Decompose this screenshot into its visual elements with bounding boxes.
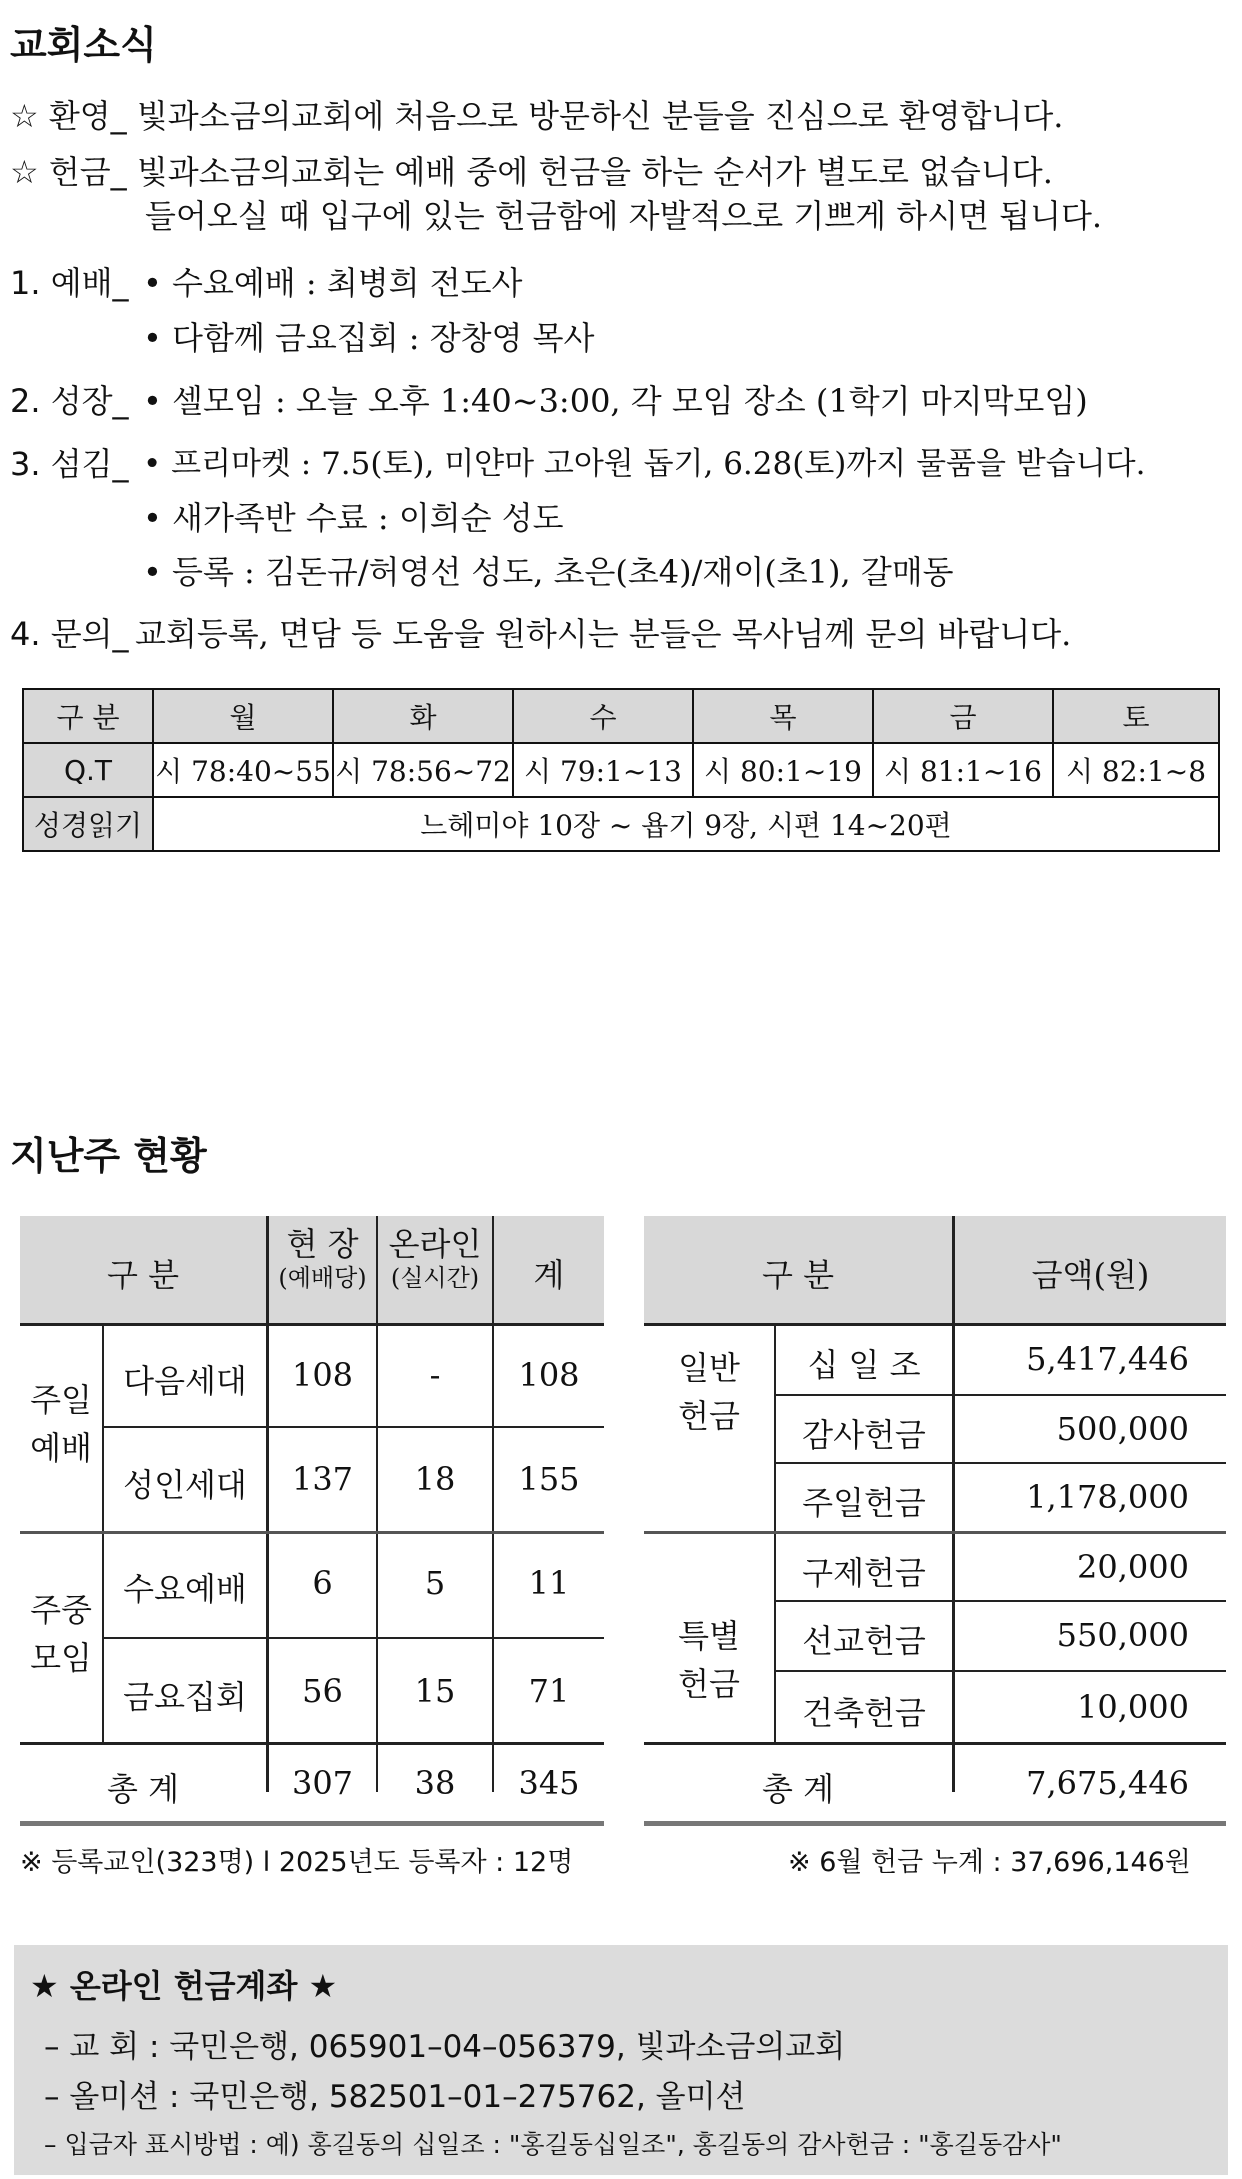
account-line-howto: – 입금자 표시방법 : 예) 홍길동의 십일조 : "홍길동십일조", 홍길동의 감사헌금 : "홍길동감사" bbox=[44, 2130, 1062, 2159]
item-3-line-3: • 등록 : 김돈규/허영선 성도, 초은(초4)/재이(초1), 갈매동 bbox=[143, 553, 954, 591]
att-h-onsite: 현 장 bbox=[286, 1225, 359, 1263]
att-row-3-name: 수요예배 bbox=[123, 1570, 247, 1608]
welcome-label: ☆ 환영_ bbox=[10, 97, 127, 135]
att-row-3-total: 11 bbox=[528, 1564, 570, 1602]
att-sum-online: 38 bbox=[414, 1764, 456, 1802]
fin-row-6-name: 건축헌금 bbox=[802, 1694, 926, 1732]
qt-mon: 시 78:40~55 bbox=[153, 743, 333, 797]
fin-row-6-amount: 10,000 bbox=[1077, 1688, 1189, 1726]
fin-h-amount: 금액(원) bbox=[1031, 1256, 1150, 1294]
news-title: 교회소식 bbox=[10, 23, 157, 67]
item-1-label: 1. 예배_ bbox=[10, 264, 129, 302]
fin-row-3-name: 주일헌금 bbox=[802, 1484, 926, 1522]
fin-group-special-b: 헌금 bbox=[678, 1665, 740, 1703]
account-line-mission: – 올미션 : 국민은행, 582501–01–275762, 올미션 bbox=[44, 2079, 746, 2115]
att-row-2-total: 155 bbox=[518, 1460, 580, 1498]
item-2-line-1: • 셀모임 : 오늘 오후 1:40~3:00, 각 모임 장소 (1학기 마지막모임) bbox=[143, 382, 1088, 420]
att-sum-onsite: 307 bbox=[291, 1764, 354, 1802]
qt-h-fri: 금 bbox=[873, 689, 1053, 743]
att-group-sunday-b: 예배 bbox=[30, 1429, 92, 1467]
fin-row-3-amount: 1,178,000 bbox=[1026, 1478, 1189, 1516]
fin-group-special-a: 특별 bbox=[678, 1617, 740, 1655]
reading-value: 느헤미야 10장 ~ 욥기 9장, 시편 14~20편 bbox=[153, 797, 1219, 851]
item-4-line-1: 교회등록, 면담 등 도움을 원하시는 분들은 목사님께 문의 바랍니다. bbox=[135, 615, 1072, 653]
att-h-online-sub: (실시간) bbox=[390, 1264, 480, 1292]
qt-h-wed: 수 bbox=[513, 689, 693, 743]
fin-row-1-name: 십 일 조 bbox=[807, 1346, 921, 1384]
att-row-4-name: 금요집회 bbox=[123, 1678, 247, 1716]
att-row-3-online: 5 bbox=[424, 1564, 446, 1602]
att-h-online: 온라인 bbox=[388, 1225, 482, 1263]
qt-wed: 시 79:1~13 bbox=[513, 743, 693, 797]
qt-sat: 시 82:1~8 bbox=[1053, 743, 1219, 797]
welcome-text: 빛과소금의교회에 처음으로 방문하신 분들을 진심으로 환영합니다. bbox=[126, 97, 1064, 135]
item-1-line-2: • 다함께 금요집회 : 장창영 목사 bbox=[143, 319, 595, 357]
att-row-2-onsite: 137 bbox=[291, 1460, 354, 1498]
item-3-line-2: • 새가족반 수료 : 이희순 성도 bbox=[143, 499, 564, 537]
fin-row-4-name: 구제헌금 bbox=[802, 1554, 926, 1592]
qt-h-sat: 토 bbox=[1053, 689, 1219, 743]
fin-row-1-amount: 5,417,446 bbox=[1026, 1340, 1189, 1378]
attendance-table bbox=[20, 1216, 604, 1828]
att-row-4-onsite: 56 bbox=[302, 1672, 343, 1710]
att-row-4-online: 15 bbox=[414, 1672, 456, 1710]
reading-row bbox=[23, 797, 1219, 851]
fin-row-2-name: 감사헌금 bbox=[802, 1416, 926, 1454]
att-sum-total: 345 bbox=[518, 1764, 580, 1802]
offering-line bbox=[10, 152, 1053, 192]
qt-header-row bbox=[23, 689, 1219, 743]
qt-thu: 시 80:1~19 bbox=[693, 743, 873, 797]
att-row-3-onsite: 6 bbox=[312, 1564, 333, 1602]
att-row-1-total: 108 bbox=[518, 1356, 580, 1394]
qt-row bbox=[23, 743, 1219, 797]
offering-label: ☆ 헌금_ bbox=[10, 153, 127, 191]
item-3-label: 3. 섬김_ bbox=[10, 445, 129, 483]
item-4-label: 4. 문의_ bbox=[10, 615, 129, 653]
att-row-2-online: 18 bbox=[414, 1460, 456, 1498]
qt-table bbox=[22, 688, 1220, 852]
welcome-line bbox=[10, 96, 1063, 136]
qt-h-mon: 월 bbox=[153, 689, 333, 743]
fin-sum-label: 총 계 bbox=[762, 1770, 834, 1808]
att-row-1-name: 다음세대 bbox=[123, 1362, 247, 1400]
item-3-line-1: • 프리마켓 : 7.5(토), 미얀마 고아원 돕기, 6.28(토)까지 물품을 받습니다. bbox=[143, 446, 1146, 482]
account-line-church: – 교 회 : 국민은행, 065901–04–056379, 빛과소금의교회 bbox=[44, 2029, 846, 2065]
item-2-label: 2. 성장_ bbox=[10, 382, 129, 420]
finance-table bbox=[644, 1216, 1226, 1828]
fin-row-5-amount: 550,000 bbox=[1056, 1616, 1189, 1654]
att-sum-label: 총 계 bbox=[107, 1770, 179, 1808]
fin-row-2-amount: 500,000 bbox=[1056, 1410, 1189, 1448]
offering-text-1: 빛과소금의교회는 예배 중에 헌금을 하는 순서가 별도로 없습니다. bbox=[126, 153, 1053, 191]
attendance-note: ※ 등록교인(323명) l 2025년도 등록자 : 12명 bbox=[20, 1847, 574, 1878]
qt-h-tue: 화 bbox=[333, 689, 513, 743]
finance-note: ※ 6월 헌금 누계 : 37,696,146원 bbox=[788, 1847, 1191, 1878]
att-row-1-online: - bbox=[429, 1356, 441, 1394]
offering-line-2: 들어오실 때 입구에 있는 헌금함에 자발적으로 기쁘게 하시면 됩니다. bbox=[145, 197, 1103, 235]
qt-fri: 시 81:1~16 bbox=[873, 743, 1053, 797]
att-h-total: 계 bbox=[533, 1256, 565, 1294]
qt-label: Q.T bbox=[23, 743, 153, 797]
att-row-1-onsite: 108 bbox=[291, 1356, 354, 1394]
account-title: ★ 온라인 헌금계좌 ★ bbox=[30, 1967, 338, 2005]
fin-sum-amount: 7,675,446 bbox=[1026, 1764, 1189, 1802]
item-1-line-1: • 수요예배 : 최병희 전도사 bbox=[143, 264, 523, 302]
fin-row-5-name: 선교헌금 bbox=[802, 1622, 926, 1660]
att-group-sunday-a: 주일 bbox=[30, 1381, 92, 1419]
att-h-category: 구 분 bbox=[107, 1256, 179, 1294]
qt-h-thu: 목 bbox=[693, 689, 873, 743]
fin-h-category: 구 분 bbox=[762, 1256, 834, 1294]
fin-group-general-a: 일반 bbox=[678, 1349, 740, 1387]
att-group-weekday-b: 모임 bbox=[30, 1639, 92, 1677]
fin-group-general-b: 헌금 bbox=[678, 1397, 740, 1435]
reading-label: 성경읽기 bbox=[23, 797, 153, 851]
fin-row-4-amount: 20,000 bbox=[1077, 1548, 1189, 1586]
att-group-weekday-a: 주중 bbox=[30, 1591, 92, 1629]
stats-title: 지난주 현황 bbox=[10, 1134, 207, 1178]
att-row-4-total: 71 bbox=[528, 1672, 570, 1710]
qt-h-category: 구 분 bbox=[23, 689, 153, 743]
qt-tue: 시 78:56~72 bbox=[333, 743, 513, 797]
account-box bbox=[14, 1945, 1228, 2175]
att-row-2-name: 성인세대 bbox=[123, 1466, 247, 1504]
att-h-onsite-sub: (예배당) bbox=[278, 1264, 367, 1292]
